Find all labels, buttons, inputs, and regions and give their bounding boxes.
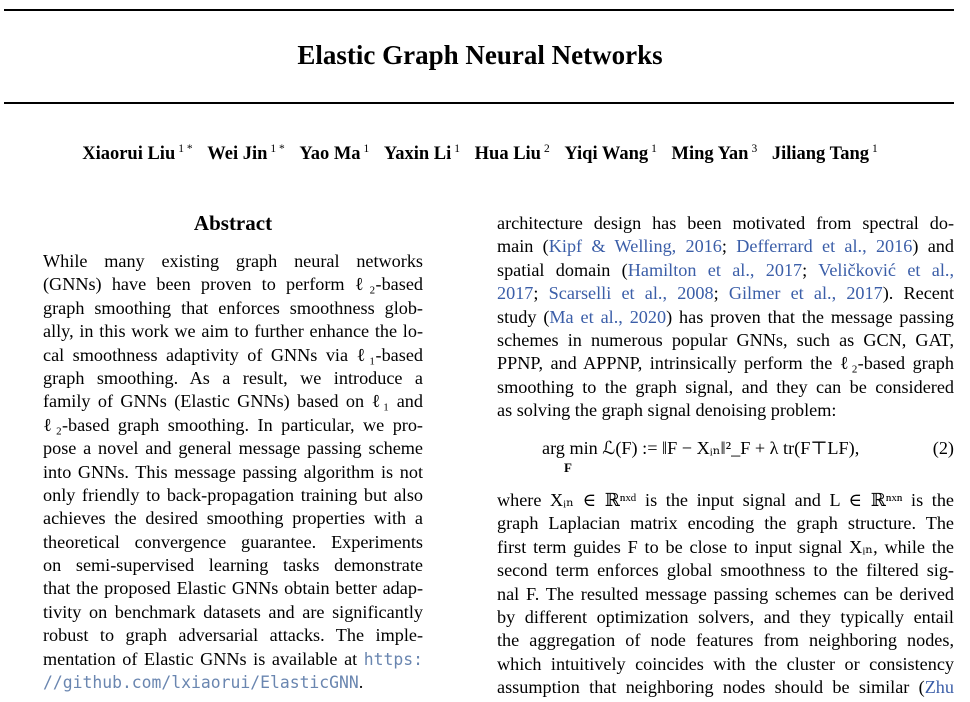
body-line: second term enforces global smoothness to the filtered sig- (497, 560, 954, 581)
intro-line: 2017; Scarselli et al., 2008; Gilmer et al., 2017). Recent (497, 283, 954, 304)
author: Yao Ma $^1$ (299, 142, 370, 164)
top-rule (4, 9, 954, 11)
citation-link[interactable]: Scarselli et al., 2008 (548, 283, 714, 304)
abstract-line: into GNNs. This message passing algorithm is not (43, 461, 423, 482)
intro-line: architecture design has been motivated from spectral do- (497, 213, 954, 233)
abstract-line: on semi-supervised learning tasks demonstrate (43, 555, 423, 576)
abstract-heading: Abstract (193, 211, 273, 235)
abstract-line: pose a novel and general message passing scheme (43, 438, 423, 459)
intro-line: spatial domain (Hamilton et al., 2017; Veličković et al., (497, 259, 954, 280)
abstract-last-line: //github.com/lxiaorui/ElasticGNN. (43, 672, 364, 693)
abstract-line: ally, in this work we aim to further enhance the lo- (43, 321, 423, 342)
intro-paragraph (497, 212, 954, 423)
abstract-line: theoretical convergence guarantee. Experiments (43, 531, 423, 552)
citation-link[interactable]: 2017 (497, 283, 534, 304)
author: Wei Jin $^{1 *}$ (207, 142, 285, 164)
body-line: nal F. The resulted message passing schemes can be derived (497, 583, 954, 604)
citation-link[interactable]: Ma et al., 2020 (549, 306, 667, 327)
author-list (0, 144, 960, 165)
equation-explanation (497, 489, 954, 700)
body-line: assumption that neighboring nodes should be similar (Zhu (497, 677, 954, 698)
author: Jiliang Tang $^1$ (771, 142, 878, 164)
equation-2 (497, 436, 954, 476)
intro-line: smoothing to the graph signal, and they can be considered (497, 376, 954, 397)
author: Yaxin Li $^1$ (383, 142, 461, 164)
equation-body: arg min ℒ(F) := ‖F − Xᵢₙ‖²_F + λ tr(F⊤LF), (542, 438, 860, 458)
intro-line: main (Kipf & Welling, 2016; Defferrard et al., 2016) and (497, 236, 954, 257)
citation-link[interactable]: Defferrard et al., 2016 (736, 236, 913, 257)
abstract-line: that the proposed Elastic GNNs obtain better adap- (43, 578, 423, 599)
citation-link[interactable]: Gilmer et al., 2017 (728, 283, 883, 304)
abstract-line-with-url: mentation of Elastic GNNs is available at https: (43, 648, 424, 669)
abstract-line: tivity on benchmark datasets and are significantly (43, 601, 423, 622)
intro-line: schemes in numerous popular GNNs, such as GCN, GAT, (497, 329, 954, 350)
citation-link[interactable]: Zhu (924, 677, 954, 698)
body-line: by different optimization solvers, and they typically entail (497, 606, 954, 627)
body-line: where Xᵢₙ ∈ ℝⁿˣᵈ is the input signal and L ∈ ℝⁿˣⁿ is the (497, 490, 954, 510)
equation-subscript: F (564, 460, 572, 475)
abstract-line: achieves the desired smoothing properties with a (43, 508, 423, 529)
abstract-line: graph smoothing. As a result, we introduce a (43, 367, 423, 388)
abstract-line: family of GNNs (Elastic GNNs) based on ℓ₁ and (43, 391, 423, 412)
body-line: graph Laplacian matrix encoding the graph structure. The (497, 513, 954, 534)
author: Xiaorui Liu $^{1 *}$ (82, 142, 193, 164)
abstract-body (43, 250, 423, 694)
intro-line: study (Ma et al., 2020) has proven that the message passing (497, 306, 954, 327)
citation-link[interactable]: Veličković et al., (818, 259, 954, 280)
citation-link[interactable]: Hamilton et al., 2017 (627, 259, 803, 280)
author: Hua Liu $^2$ (474, 142, 550, 164)
abstract-line: (GNNs) have been proven to perform ℓ₂-based (43, 274, 423, 295)
abstract-line: graph smoothing that enforces smoothness glob- (43, 297, 423, 318)
body-line: first term guides F to be close to input signal Xᵢₙ, while the (497, 536, 954, 557)
equation-number: (2) (932, 438, 954, 458)
abstract-line: only friendly to back-propagation training but also (43, 484, 423, 505)
abstract-line: While many existing graph neural networks (43, 251, 423, 271)
author: Yiqi Wang $^1$ (564, 142, 657, 164)
body-line: the aggregation of node features from neighboring nodes, (497, 630, 954, 651)
citation-link[interactable]: Kipf & Welling, 2016 (548, 236, 722, 257)
body-line: which intuitively coincides with the cluster or consistency (497, 653, 954, 674)
github-link[interactable]: https: (363, 649, 424, 669)
abstract-line: cal smoothness adaptivity of GNNs via ℓ₁-based (43, 344, 423, 365)
paper-title: Elastic Graph Neural Networks (297, 40, 663, 70)
intro-line: PPNP, and APPNP, intrinsically perform the ℓ₂-based graph (497, 353, 954, 374)
author: Ming Yan $^3$ (671, 142, 758, 164)
intro-line: as solving the graph signal denoising problem: (497, 400, 837, 421)
title-bottom-rule (4, 102, 954, 104)
abstract-line: ℓ₂-based graph smoothing. In particular, we pro- (43, 414, 423, 435)
abstract-line: robust to graph adversarial attacks. The imple- (43, 625, 423, 646)
github-link-continued[interactable]: //github.com/lxiaorui/ElasticGNN (43, 673, 359, 693)
